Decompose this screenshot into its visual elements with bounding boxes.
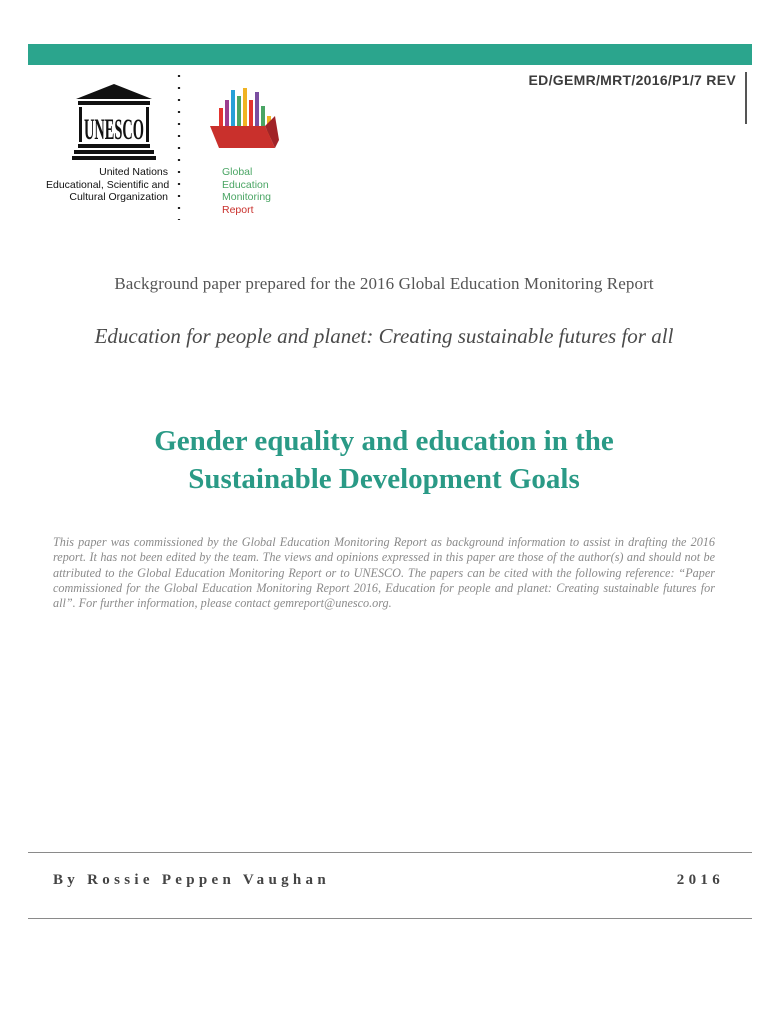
author-line: By Rossie Peppen Vaughan (53, 872, 331, 888)
report-subtitle: Education for people and planet: Creating sustainable futures for all (94, 324, 674, 348)
footer-bottom-rule (28, 918, 752, 919)
publication-year: 2016 (676, 872, 724, 888)
header-accent-bar (28, 44, 752, 65)
disclaimer-paragraph: This paper was commissioned by the Global Education Monitoring Report as background information to assist in drafting the 2016 report. It has not been edited by the team. The views and opinions expressed in this paper are those of the author(s) and should not be attributed to the Global Education Monitoring Report or to UNESCO. The papers can be cited with the following reference: “Paper commissioned for the Global Education Monitoring Report 2016, Education for people and planet: Creating sustainable futures for all”. For further information, please contact gemreport@unesco.org. (53, 535, 715, 611)
gem-name-line: Report (222, 203, 254, 216)
unesco-name-line: United Nations (99, 166, 168, 178)
unesco-temple-icon (72, 82, 156, 160)
paper-title-line: Gender equality and education in the (154, 425, 614, 457)
gem-bars-icon (205, 86, 285, 158)
logo-dotted-separator (177, 75, 181, 220)
paper-title (40, 422, 728, 498)
background-paper-line: Background paper prepared for the 2016 Global Education Monitoring Report (114, 274, 654, 293)
paper-title-line: Sustainable Development Goals (188, 463, 580, 495)
unesco-name (46, 166, 168, 204)
gem-report-name (222, 166, 271, 216)
footer-top-rule (28, 852, 752, 853)
gem-report-logo (205, 86, 295, 226)
document-code-divider (745, 72, 747, 124)
unesco-wordmark: UNESCO (84, 113, 144, 146)
unesco-name-line: Educational, Scientific and (46, 178, 170, 191)
gem-name-line: Global (222, 166, 253, 178)
unesco-logo (46, 82, 176, 212)
gem-name-line: Monitoring (222, 191, 272, 203)
document-code: ED/GEMR/MRT/2016/P1/7 REV (528, 72, 736, 88)
gem-name-line: Education (222, 178, 269, 191)
unesco-name-line: Cultural Organization (69, 191, 168, 203)
